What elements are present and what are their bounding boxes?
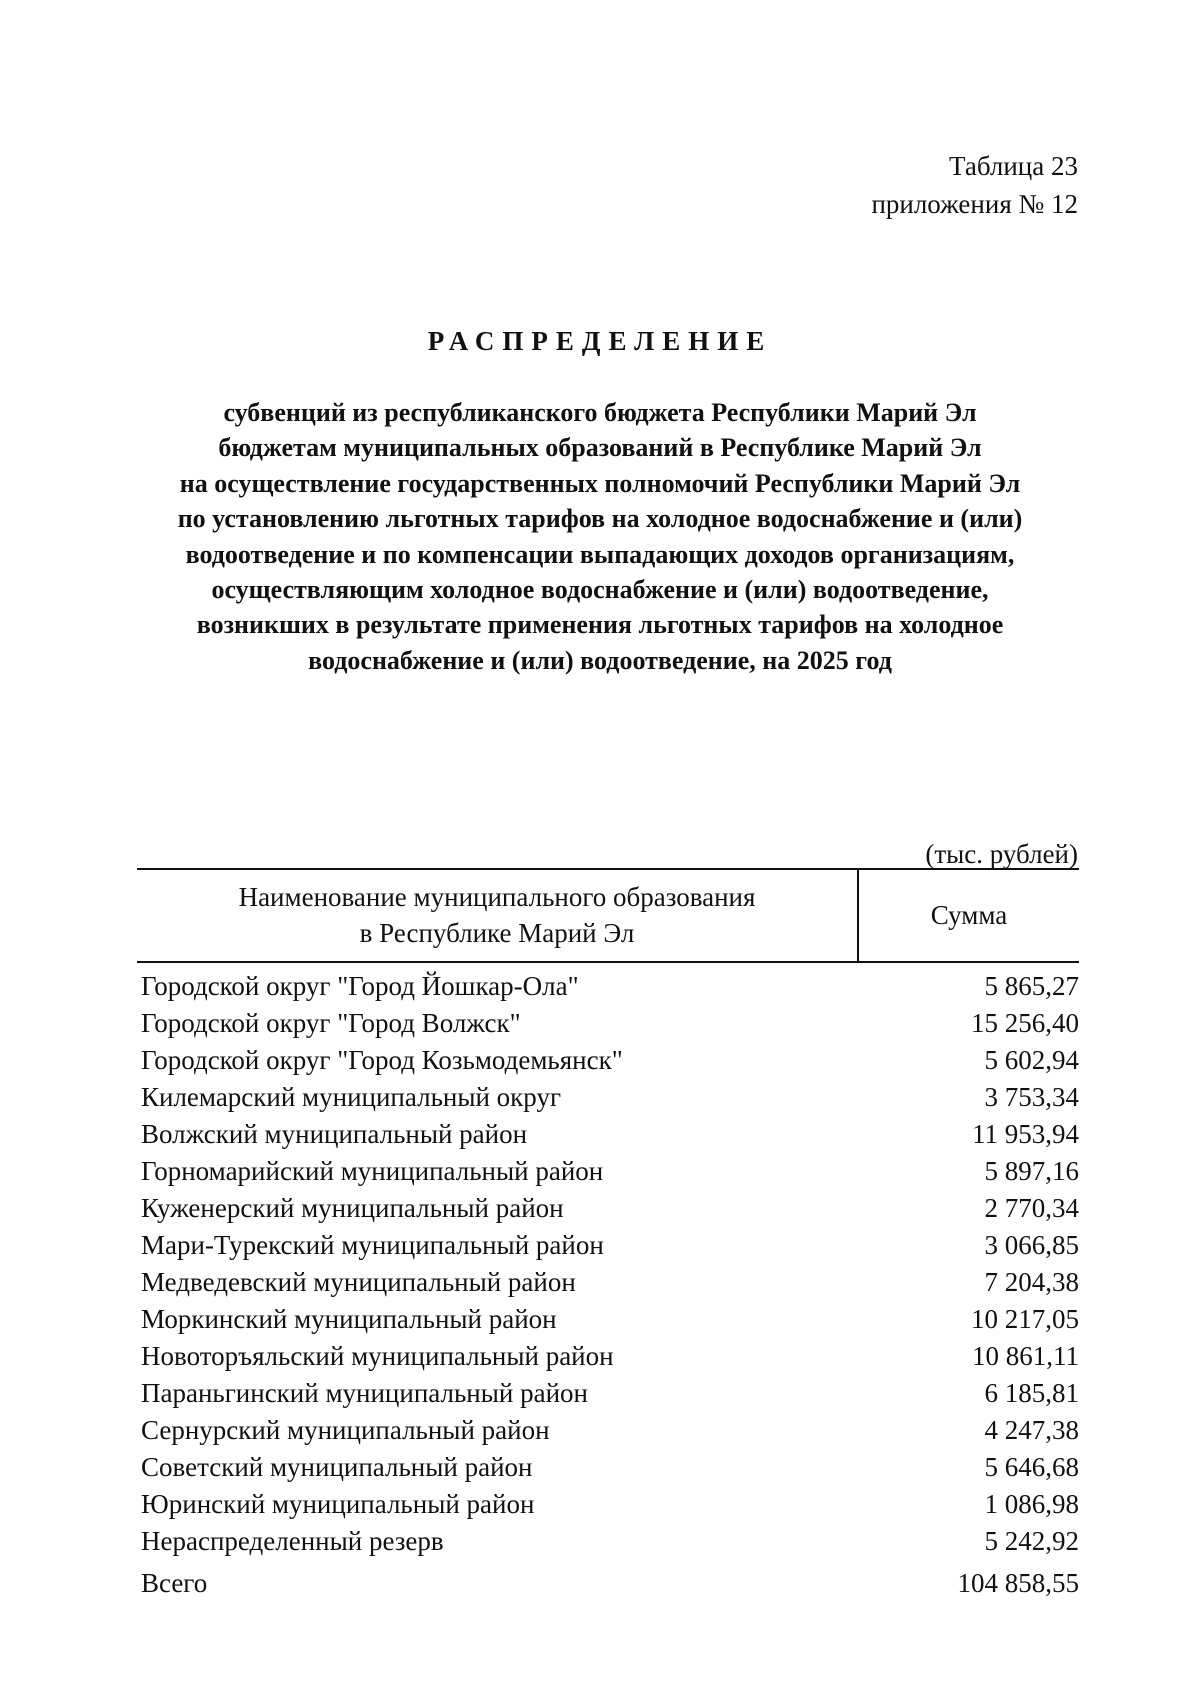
row-amount: 15 256,40 — [971, 1008, 1079, 1038]
row-name: Параньгинский муниципальный район — [141, 1378, 588, 1408]
row-amount: 10 217,05 — [971, 1304, 1079, 1334]
row-amount: 4 247,38 — [984, 1415, 1079, 1445]
table-body — [141, 968, 1079, 1560]
row-name: Новоторъяльский муниципальный район — [141, 1341, 614, 1371]
row-amount: 2 770,34 — [984, 1193, 1079, 1223]
row-name: Городской округ "Город Йошкар-Ола" — [141, 971, 579, 1001]
table-row — [141, 1190, 1079, 1227]
table-row — [141, 1375, 1079, 1412]
table-reference: Таблица 23 — [949, 151, 1078, 181]
subtitle-line: по установлению льготных тарифов на холодное водоснабжение и (или) — [177, 504, 1023, 534]
row-amount: 10 861,11 — [972, 1341, 1079, 1371]
document-title: РАСПРЕДЕЛЕНИЕ — [427, 326, 773, 356]
row-name: Городской округ "Город Козьмодемьянск" — [141, 1045, 623, 1075]
column-header-amount: Сумма — [930, 900, 1008, 930]
row-name: Медведевский муниципальный район — [141, 1267, 576, 1297]
table-row — [141, 1042, 1079, 1079]
subtitle-line: субвенций из республиканского бюджета Республики Марий Эл — [223, 398, 977, 427]
row-name: Мари-Турекский муниципальный район — [141, 1230, 604, 1260]
row-name: Волжский муниципальный район — [141, 1119, 528, 1149]
table-row — [141, 1301, 1079, 1338]
table-row — [141, 968, 1079, 1005]
table-row — [141, 1264, 1079, 1301]
row-amount: 6 185,81 — [984, 1378, 1079, 1408]
subtitle-line: бюджетам муниципальных образований в Республике Марий Эл — [218, 433, 982, 463]
table-row — [141, 1079, 1079, 1116]
row-amount: 7 204,38 — [984, 1267, 1079, 1297]
total-label: Всего — [141, 1568, 208, 1598]
table-row — [141, 1523, 1079, 1560]
row-amount: 5 865,27 — [984, 971, 1079, 1001]
table-row — [141, 1486, 1079, 1523]
column-header-name-line2: в Республике Марий Эл — [359, 918, 635, 948]
subtitle-line: осуществляющим холодное водоснабжение и (или) водоотведение, — [211, 575, 989, 605]
row-amount: 5 602,94 — [984, 1045, 1079, 1075]
units-label: (тыс. рублей) — [925, 839, 1078, 869]
total-row — [141, 1565, 1079, 1602]
table-row — [141, 1412, 1079, 1449]
row-name: Юринский муниципальный район — [141, 1489, 535, 1519]
subtitle-line: возникших в результате применения льготных тарифов на холодное — [196, 610, 1004, 640]
row-amount: 3 066,85 — [984, 1230, 1079, 1260]
table-row — [141, 1449, 1079, 1486]
table-row — [141, 1116, 1079, 1153]
row-name: Килемарский муниципальный округ — [141, 1082, 562, 1112]
subtitle-line: водоотведение и по компенсации выпадающих доходов организациям, — [185, 539, 1015, 569]
row-amount: 3 753,34 — [984, 1082, 1079, 1112]
row-name: Сернурский муниципальный район — [141, 1415, 550, 1445]
subtitle-line: водоснабжение и (или) водоотведение, на 2025 год — [308, 645, 892, 675]
document-subtitle — [0, 395, 1200, 678]
column-header-name-line1: Наименование муниципального образования — [238, 882, 756, 912]
row-name: Нераспределенный резерв — [141, 1526, 444, 1556]
table-row — [141, 1338, 1079, 1375]
table-row — [141, 1227, 1079, 1264]
table-row — [141, 1153, 1079, 1190]
row-name: Горномарийский муниципальный район — [141, 1156, 604, 1186]
row-name: Советский муниципальный район — [141, 1452, 533, 1482]
row-amount: 5 242,92 — [984, 1526, 1079, 1556]
table-header — [137, 868, 1079, 963]
row-amount: 11 953,94 — [972, 1119, 1079, 1149]
column-header-name — [137, 870, 857, 961]
appendix-reference: приложения № 12 — [871, 189, 1078, 219]
subtitle-line: на осуществление государственных полномочий Республики Марий Эл — [179, 468, 1021, 498]
row-name: Куженерский муниципальный район — [141, 1193, 564, 1223]
row-amount: 1 086,98 — [984, 1489, 1079, 1519]
total-amount: 104 858,55 — [957, 1568, 1079, 1598]
row-amount: 5 646,68 — [984, 1452, 1079, 1482]
row-name: Моркинский муниципальный район — [141, 1304, 557, 1334]
row-name: Городской округ "Город Волжск" — [141, 1008, 521, 1038]
table-row — [141, 1005, 1079, 1042]
row-amount: 5 897,16 — [984, 1156, 1079, 1186]
